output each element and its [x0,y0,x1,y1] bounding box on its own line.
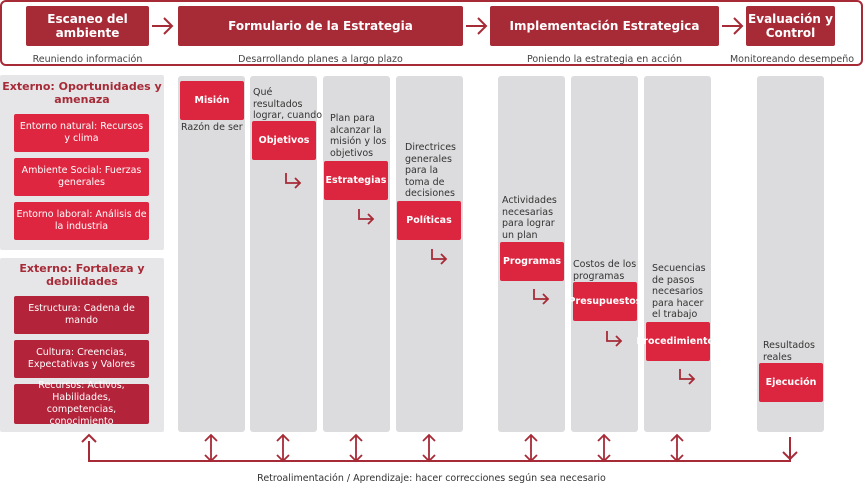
step-ejecucion: Ejecución [759,363,823,402]
external-item-social: Ambiente Social: Fuerzas generales [14,158,149,196]
phase-formulation-subtitle: Desarrollando planes a largo plazo [238,54,403,65]
step-objetivos: Objetivos [252,121,316,160]
internal-item-culture: Cultura: Creencias, Expectativas y Valores [14,340,149,378]
step-programas: Programas [500,242,564,281]
step-desc-programas: Actividades necesarias para lograr un plan [502,195,557,241]
phase-formulation-title: Formulario de la Estrategia [228,19,413,33]
up-down-arrow-icon [275,433,291,463]
up-down-arrow-icon [421,433,437,463]
phase-implementation-title: Implementación Estrategica [509,19,700,33]
phase-evaluation-title: Evaluación y Control [748,12,833,40]
up-down-arrow-icon [203,433,219,463]
feedback-label: Retroalimentación / Aprendizaje: hacer correcciones según sea necesario [257,473,606,484]
phase-scan-title: Escaneo del ambiente [47,12,128,40]
internal-item-resources: Recursos: Activos, Habilidades, competencias, conocimiento [14,384,149,424]
up-down-arrow-icon [669,433,685,463]
step-mision: Misión [180,81,244,120]
external-panel-title: Externo: Oportunidades y amenaza [2,80,162,106]
phase-implementation-subtitle: Poniendo la estrategia en acción [526,54,683,65]
step-procedimientos: Procedimientos [646,322,710,361]
up-down-arrow-icon [348,433,364,463]
step-estrategias: Estrategias [324,161,388,200]
step-desc-procedimientos: Secuencias de pasos necesarios para hacer el trabajo [652,263,706,320]
external-item-natural: Entorno natural: Recursos y clima [14,114,149,152]
step-desc-ejecucion: Resultados reales [763,340,815,363]
phase-evaluation-subtitle: Monitoreando desempeño [729,54,855,65]
step-desc-objetivos: Qué resultados lograr, cuando [253,87,323,121]
step-presupuestos: Presupuestos [573,282,637,321]
step-desc-presupuestos: Costos de los programas [573,259,637,282]
step-desc-estrategias: Plan para alcanzar la misión y los objetivos [330,113,387,159]
external-item-labor: Entorno laboral: Análisis de la industria [14,202,149,240]
up-down-arrow-icon [523,433,539,463]
step-desc-politicas: Directrices generales para la toma de decisiones [405,142,457,199]
up-down-arrow-icon [596,433,612,463]
internal-item-structure: Estructura: Cadena de mando [14,296,149,334]
step-politicas: Políticas [397,201,461,240]
step-desc-mision: Razón de ser [181,122,243,133]
internal-panel-title: Externo: Fortaleza y debilidades [19,262,145,288]
phase-scan-subtitle: Reuniendo información [32,54,143,65]
